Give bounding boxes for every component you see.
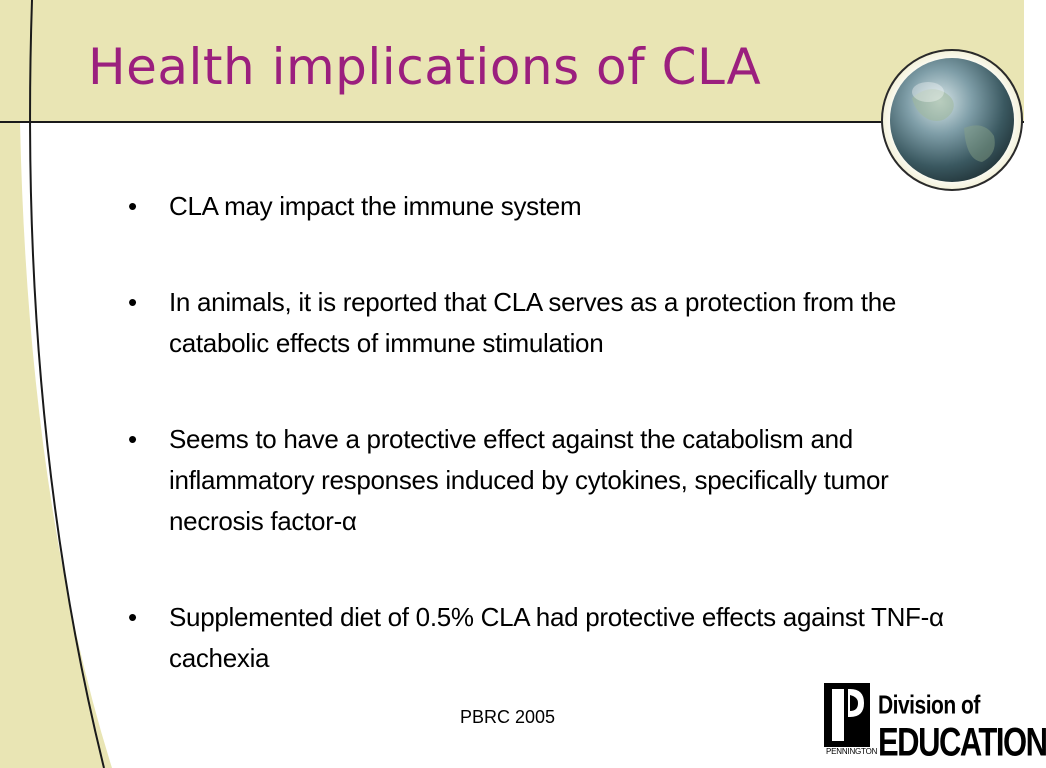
bullet-item — [128, 186, 958, 227]
bullet-marker: • — [128, 191, 137, 221]
bullet-item — [128, 282, 958, 364]
logo-line2: EDUCATION — [878, 719, 1046, 765]
bullet-list — [128, 186, 958, 679]
globe-icon — [882, 50, 1022, 190]
bullet-text: Seems to have a protective effect against the catabolism and inflammatory responses induced by cytokines, specifically tumor necrosis factor-α — [169, 424, 889, 536]
bullet-text: Supplemented diet of 0.5% CLA had protective effects against TNF-α cachexia — [169, 602, 944, 673]
footer-text: PBRC 2005 — [460, 707, 556, 727]
slide-title: Health implications of CLA — [88, 38, 762, 96]
bullet-item — [128, 419, 958, 542]
bullet-marker: • — [128, 287, 137, 317]
logo-small-text: PENNINGTON — [826, 747, 878, 756]
division-of-education-logo — [822, 683, 1046, 765]
pennington-logo-icon — [824, 683, 876, 747]
bullet-item — [128, 597, 958, 679]
left-band — [0, 122, 112, 768]
logo-line1: Division of — [878, 691, 980, 720]
bullet-marker: • — [128, 602, 137, 632]
bullet-marker: • — [128, 424, 137, 454]
bullet-text: In animals, it is reported that CLA serves as a protection from the catabolic effects of immune stimulation — [169, 287, 897, 358]
bullet-text: CLA may impact the immune system — [169, 191, 582, 221]
